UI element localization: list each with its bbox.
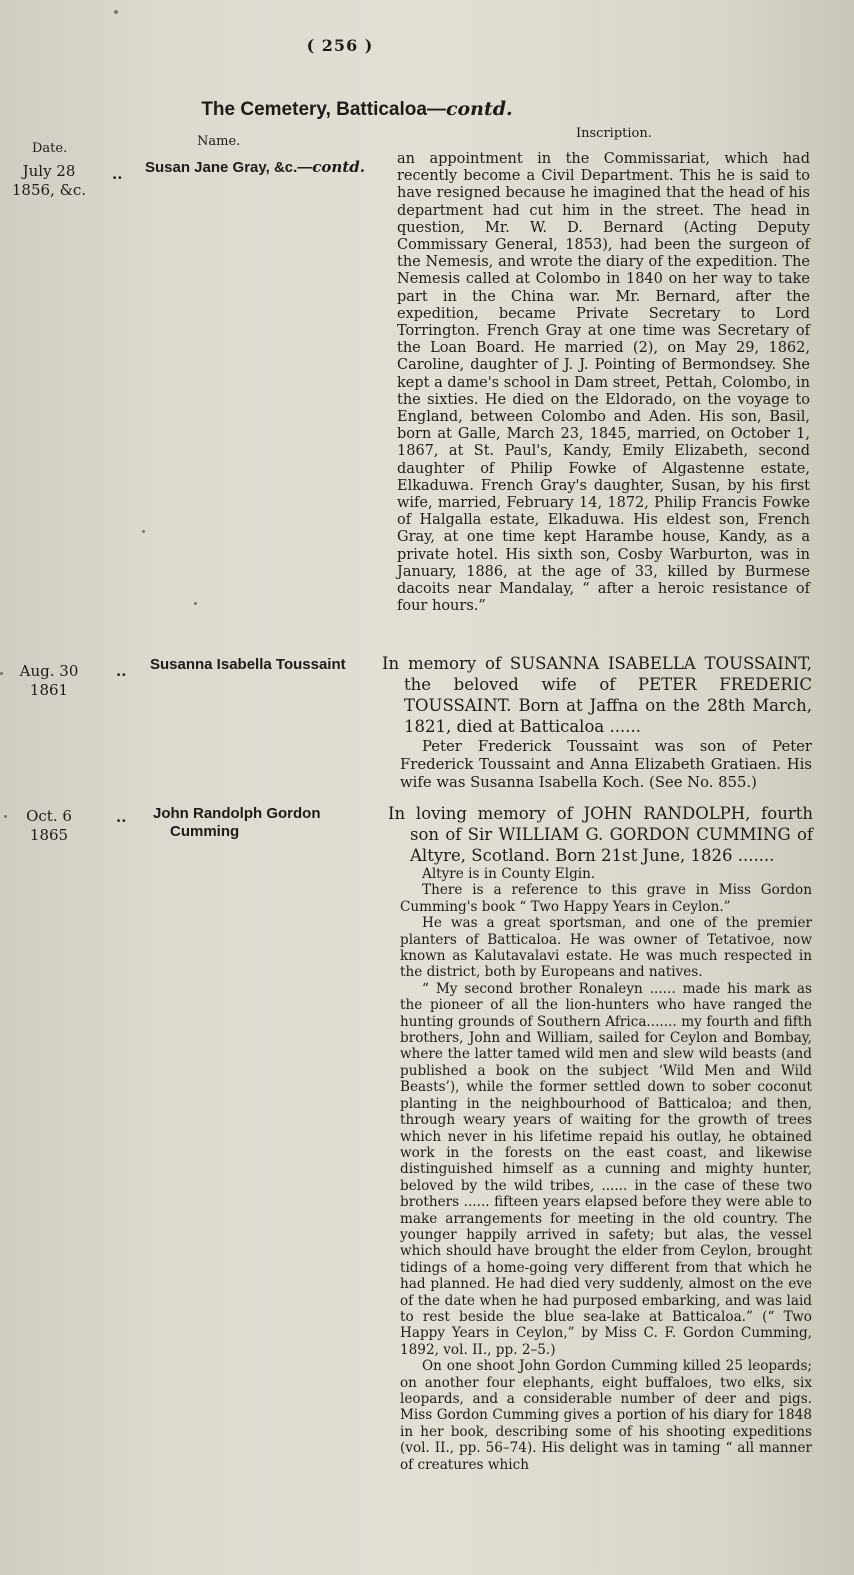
name-line: Cumming xyxy=(170,823,240,840)
date-line: July 28 xyxy=(22,162,76,180)
name-suffix: contd. xyxy=(312,158,365,176)
date-line: 1865 xyxy=(29,826,69,844)
scan-speck xyxy=(194,602,197,605)
inscription-paragraph: In loving memory of JOHN RANDOLPH, fourth son of Sir WILLIAM G. GORDON CUMMING of Altyre, Scotland. Born 21st June, 1826 ....... xyxy=(388,804,813,865)
leader-dots: .. xyxy=(112,165,123,183)
scan-speck xyxy=(4,815,7,818)
leader-dots: .. xyxy=(116,808,127,826)
entry-name xyxy=(145,158,365,177)
date-line: 1861 xyxy=(29,681,69,699)
inscription-text xyxy=(397,151,810,615)
entry-date xyxy=(8,662,90,700)
entry-date xyxy=(8,807,90,845)
note-paragraph: Peter Frederick Toussaint was son of Peter Frederick Toussaint and Anna Elizabeth Gratiaen. His wife was Susanna Isabella Koch. (See No. 855.) xyxy=(400,738,812,791)
inscription-text xyxy=(382,653,812,737)
date-line: Oct. 6 xyxy=(26,807,72,825)
quote-paragraph: “ My second brother Ronaleyn ...... made his mark as the pioneer of all the lion-hunters who have ranged the hunting grounds of Southern Africa....... my fourth and fifth brothers, John and William, sailed for Ceylon and Bombay, where the latter tamed wild men and slew wild beasts (and published a book on the subject ‘Wild Men and Wild Beasts’), while the former settled down to sober coconut planting in the neighbourhood of Batticaloa; and then, through weary years of waiting for the growth of trees which never in his lifetime repaid his outlay, he obtained work in the forests on the east coast, and likewise distinguished himself as a cunning and mighty hunter, beloved by the wild tribes, ...... in the case of these two brothers ...... fifteen years elapsed before they were able to make arrangements for meeting in the old country. The younger happily arrived in safety; but alas, the vessel which should have brought the elder from Ceylon, brought tidings of a home-going very different from that which he had planned. He had died very suddenly, almost on the eve of the date when he had purposed embarking, and was laid to rest beside the blue sea-lake at Batticaloa.” (“ Two Happy Years in Ceylon,” by Miss C. F. Gordon Cumming, 1892, vol. II., pp. 2–5.) xyxy=(400,980,812,1358)
scan-speck xyxy=(114,10,118,14)
title-text: The Cemetery, Batticaloa— xyxy=(201,99,446,120)
date-line: 1856, &c. xyxy=(11,181,87,199)
inscription-text xyxy=(388,803,813,866)
inscription-paragraph: In memory of SUSANNA ISABELLA TOUSSAINT, the beloved wife of PETER FREDERIC TOUSSAINT. Born at Jaffna on the 28th March, 1821, died at Batticaloa ...... xyxy=(382,654,812,736)
note-paragraph: Altyre is in County Elgin. xyxy=(422,866,596,882)
note-paragraph: He was a great sportsman, and one of the premier planters of Batticaloa. He was owner of Tetativoe, now known as Kalutavalavi estate. He was much respected in the district, both by Europeans and natives. xyxy=(400,915,812,981)
name-text: Susan Jane Gray, &c.— xyxy=(145,159,313,176)
note-block xyxy=(400,738,812,792)
scan-speck xyxy=(142,530,145,533)
entry-date xyxy=(8,162,90,200)
entry-name xyxy=(153,805,320,841)
leader-dots: .. xyxy=(116,662,127,680)
page-number: ( 256 ) xyxy=(306,36,374,55)
note-paragraph: On one shoot John Gordon Cumming killed 25 leopards; on another four elephants, eight buffaloes, two elks, six leopards, and a considerable number of deer and pigs. Miss Gordon Cumming gives a portion of his diary for 1848 in her book, describing some of his shooting expeditions (vol. II., pp. 56–74). His delight was in taming “ all manner of creatures which xyxy=(400,1358,812,1473)
note-block xyxy=(400,866,812,1473)
date-line: Aug. 30 xyxy=(19,662,79,680)
title-contd: contd. xyxy=(445,98,513,120)
page-title xyxy=(0,98,714,121)
name-column-header: Name. xyxy=(197,134,241,149)
scan-speck xyxy=(0,672,3,675)
note-paragraph: There is a reference to this grave in Miss Gordon Cumming's book “ Two Happy Years in Ceylon.” xyxy=(400,882,812,915)
date-column-header: Date. xyxy=(32,141,68,156)
entry-name: Susanna Isabella Toussaint xyxy=(150,656,346,673)
continued-paragraph: an appointment in the Commissariat, which had recently become a Civil Department. This he is said to have resigned because he imagined that the head of his department had cut him in the street. The head in question, Mr. W. D. Bernard (Acting Deputy Commissary General, 1853), had been the surgeon of the Nemesis, and wrote the diary of the expedition. The Nemesis called at Colombo in 1840 on her way to take part in the China war. Mr. Bernard, after the expedition, became Private Secretary to Lord Torrington. French Gray at one time was Secretary of the Loan Board. He married (2), on May 29, 1862, Caroline, daughter of J. J. Pointing of Bermondsey. She kept a dame's school in Dam street, Pettah, Colombo, in the sixties. He died on the Eldorado, on the voyage to England, between Colombo and Aden. His son, Basil, born at Galle, March 23, 1845, married, on October 1, 1867, at St. Paul's, Kandy, Emily Elizabeth, second daughter of Philip Fowke of Algastenne estate, Elkaduwa. French Gray's daughter, Susan, by his first wife, married, February 14, 1872, Philip Francis Fowke of Halgalla estate, Elkaduwa. His eldest son, French Gray, at one time kept Harambe house, Kandy, as a private hotel. His sixth son, Cosby Warburton, was in January, 1886, at the age of 33, killed by Burmese dacoits near Mandalay, “ after a heroic resistance of four hours.” xyxy=(397,151,810,615)
name-line: John Randolph Gordon xyxy=(153,805,321,822)
inscription-column-header: Inscription. xyxy=(576,126,652,141)
